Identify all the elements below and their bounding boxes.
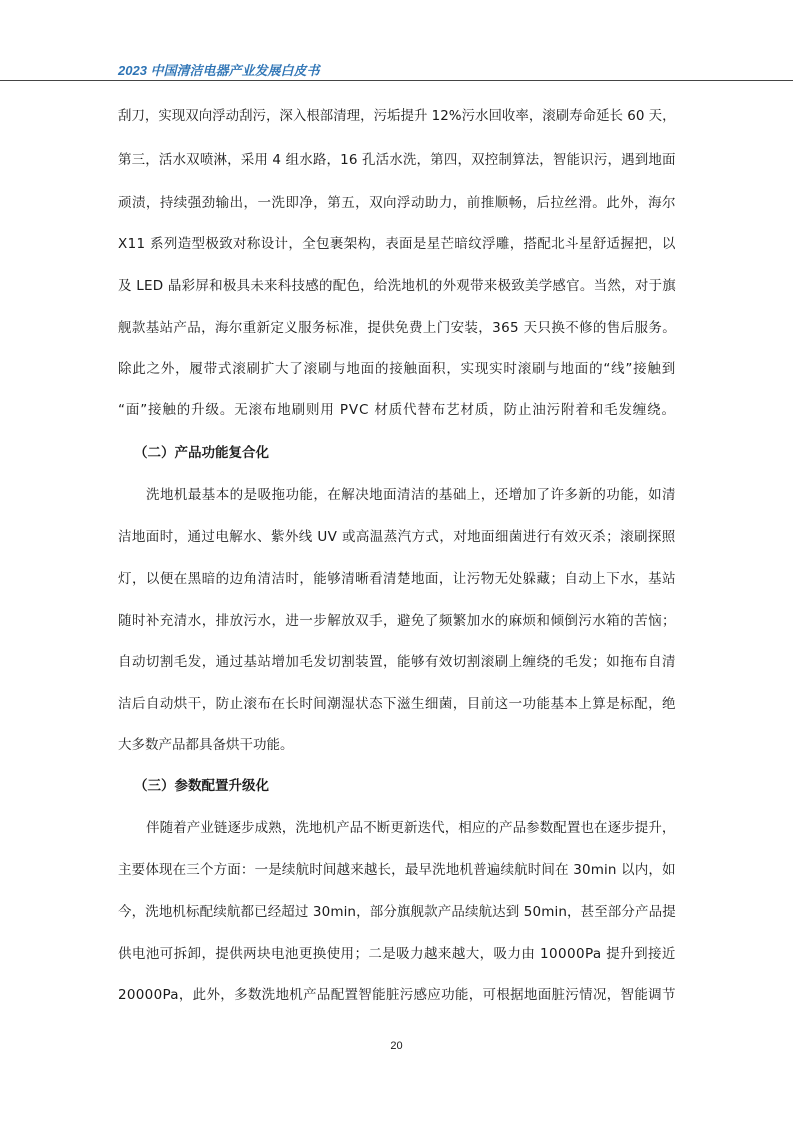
paragraph-line: 刮刀，实现双向浮动刮污，深入根部清理，污垢提升 12%污水回收率，滚刷寿命延长 60 天， xyxy=(118,108,676,124)
paragraph-line: 伴随着产业链逐步成熟，洗地机产品不断更新迭代，相应的产品参数配置也在逐步提升， xyxy=(146,820,676,836)
page-number: 20 xyxy=(390,1040,403,1052)
paragraph-line: 洁地面时，通过电解水、紫外线 UV 或高温蒸汽方式，对地面细菌进行有效灭杀；滚刷探照 xyxy=(118,529,676,545)
header-title: 2023 中国清洁电器产业发展白皮书 xyxy=(118,63,320,78)
section-heading: （三）参数配置升级化 xyxy=(134,778,269,794)
paragraph-line: 灯，以便在黑暗的边角清洁时，能够清晰看清楚地面，让污物无处躲藏；自动上下水，基站 xyxy=(118,571,676,587)
paragraph-line: 第三，活水双喷淋，采用 4 组水路，16 孔活水洗，第四，双控制算法，智能识污，遇到地面 xyxy=(118,152,676,168)
paragraph-line: 除此之外，履带式滚刷扩大了滚刷与地面的接触面积，实现实时滚刷与地面的“线”接触到 xyxy=(118,361,676,377)
paragraph-line: 主要体现在三个方面：一是续航时间越来越长，最早洗地机普遍续航时间在 30min 以内，如 xyxy=(118,862,676,878)
paragraph-line: 舰款基站产品，海尔重新定义服务标准，提供免费上门安装，365 天只换不修的售后服务。 xyxy=(118,320,677,336)
header-divider xyxy=(0,80,793,81)
paragraph-line: 供电池可拆卸，提供两块电池更换使用；二是吸力越来越大，吸力由 10000Pa 提升到接近 xyxy=(118,946,676,962)
paragraph-line: 大多数产品都具备烘干功能。 xyxy=(118,737,294,753)
paragraph-line: 20000Pa，此外，多数洗地机产品配置智能脏污感应功能，可根据地面脏污情况，智能调节 xyxy=(118,987,676,1003)
section-heading: （二）产品功能复合化 xyxy=(134,445,269,461)
paragraph-line: 及 LED 晶彩屏和极具未来科技感的配色，给洗地机的外观带来极致美学感官。当然，对于旗 xyxy=(118,278,677,294)
paragraph-line: “面”接触的升级。无滚布地刷则用 PVC 材质代替布艺材质，防止油污附着和毛发缠绕。 xyxy=(118,402,676,418)
paragraph-line: 今，洗地机标配续航都已经超过 30min，部分旗舰款产品续航达到 50min，甚至部分产品提 xyxy=(118,904,676,920)
paragraph-line: 洁后自动烘干，防止滚布在长时间潮湿状态下滋生细菌，目前这一功能基本上算是标配，绝 xyxy=(118,696,676,712)
paragraph-line: 自动切割毛发，通过基站增加毛发切割装置，能够有效切割滚刷上缠绕的毛发；如拖布自清 xyxy=(118,654,676,670)
paragraph-line: 随时补充清水，排放污水，进一步解放双手，避免了频繁加水的麻烦和倾倒污水箱的苦恼； xyxy=(118,613,676,629)
paragraph-line: X11 系列造型极致对称设计，全包裹架构，表面是星芒暗纹浮雕，搭配北斗星舒适握把，以 xyxy=(118,236,676,252)
paragraph-line: 顽渍，持续强劲输出，一洗即净，第五，双向浮动助力，前推顺畅，后拉丝滑。此外，海尔 xyxy=(118,195,676,211)
paragraph-line: 洗地机最基本的是吸拖功能，在解决地面清洁的基础上，还增加了许多新的功能，如清 xyxy=(146,487,676,503)
